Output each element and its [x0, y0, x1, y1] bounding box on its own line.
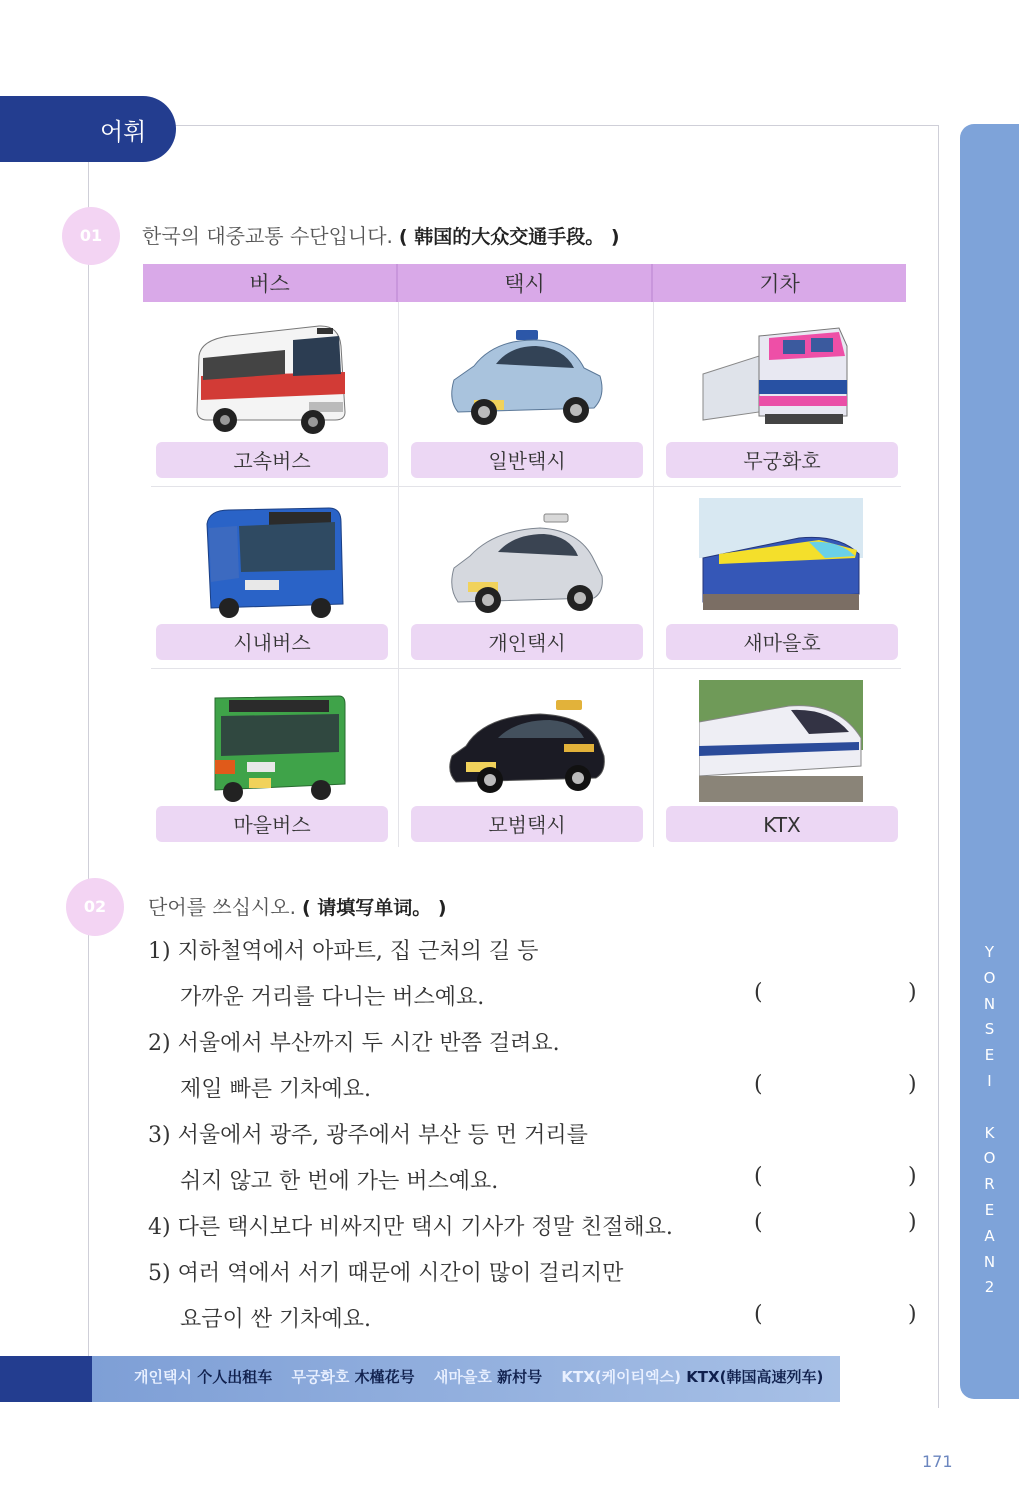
list-item: 2) 서울에서 부산까지 두 시간 반쯤 걸려요.: [148, 1031, 560, 1056]
vocab-item: [406, 490, 646, 662]
answer-blank-open[interactable]: (: [754, 1210, 763, 1235]
coach-bus-illustration: [189, 316, 353, 438]
list-item-line2: 쉬지 않고 한 번에 가는 버스예요.: [180, 1169, 499, 1194]
section-tab: [0, 96, 176, 162]
saemaeul-train-illustration: [699, 498, 863, 620]
list-item: 3) 서울에서 광주, 광주에서 부산 등 먼 거리를: [148, 1123, 588, 1148]
list-item: 1) 지하철역에서 아파트, 집 근처의 길 등: [148, 939, 539, 964]
question-title: 단어를 쓰십시오. ( 请填写单词。 ): [148, 895, 447, 919]
page-frame-left: [88, 160, 89, 1360]
vocab-item: [406, 672, 646, 844]
taxi-illustration: [444, 316, 608, 438]
deluxe-taxi-illustration: [444, 680, 608, 802]
village-bus-illustration: [189, 680, 353, 802]
question-title: 한국의 대중교통 수단입니다. ( 韩国的大众交通手段。 ): [142, 224, 620, 248]
vocabulary-grid: [143, 264, 908, 854]
answer-blank-close: ): [908, 1164, 917, 1189]
list-item: 4) 다른 택시보다 비싸지만 택시 기사가 정말 친절해요.: [148, 1215, 673, 1240]
vocab-item: [661, 490, 901, 662]
city-bus-illustration: [189, 498, 353, 620]
answer-blank-open[interactable]: (: [754, 980, 763, 1005]
vocab-item: [151, 490, 391, 662]
ktx-train-illustration: [699, 680, 863, 802]
vocab-item: [661, 308, 901, 480]
page-number: 171: [922, 1452, 953, 1471]
vocab-label: KTX: [666, 806, 898, 842]
vocab-label: 모범택시: [411, 806, 643, 842]
list-item-line2: 가까운 거리를 다니는 버스예요.: [180, 985, 485, 1010]
vocab-item: [151, 672, 391, 844]
vocab-label: 개인택시: [411, 624, 643, 660]
list-item: 5) 여러 역에서 서기 때문에 시간이 많이 걸리지만: [148, 1261, 624, 1286]
column-header-taxi: 택시: [398, 264, 651, 302]
vocab-label: 마을버스: [156, 806, 388, 842]
list-item-line2: 요금이 싼 기차예요.: [180, 1307, 371, 1332]
vocab-item: [151, 308, 391, 480]
answer-blank-close: ): [908, 1072, 917, 1097]
list-item-line2: 제일 빠른 기차예요.: [180, 1077, 371, 1102]
answer-blank-close: ): [908, 1210, 917, 1235]
column-header-bus: 버스: [143, 264, 396, 302]
vocab-item: [661, 672, 901, 844]
vocab-label: 시내버스: [156, 624, 388, 660]
vocab-item: [406, 308, 646, 480]
mugunghwa-train-illustration: [699, 316, 863, 438]
question-number-badge: 01: [62, 207, 120, 265]
answer-blank-open[interactable]: (: [754, 1072, 763, 1097]
vocab-label: 새마을호: [666, 624, 898, 660]
answer-blank-close: ): [908, 980, 917, 1005]
column-header-train: 기차: [653, 264, 906, 302]
vocab-label: 고속버스: [156, 442, 388, 478]
question-number-badge: 02: [66, 878, 124, 936]
section-tab-label: 어휘: [100, 118, 147, 146]
answer-blank-open[interactable]: (: [754, 1302, 763, 1327]
glossary: 개인택시 个人出租车 무궁화호 木槿花号 새마을호 新村号 KTX(케이티엑스) KTX(韩国高速列车): [134, 1368, 824, 1386]
answer-blank-close: ): [908, 1302, 917, 1327]
vocab-label: 무궁화호: [666, 442, 898, 478]
side-label: Y O N S E I K O R E A N 2: [983, 943, 996, 1297]
private-taxi-illustration: [444, 498, 608, 620]
vocab-label: 일반택시: [411, 442, 643, 478]
answer-blank-open[interactable]: (: [754, 1164, 763, 1189]
